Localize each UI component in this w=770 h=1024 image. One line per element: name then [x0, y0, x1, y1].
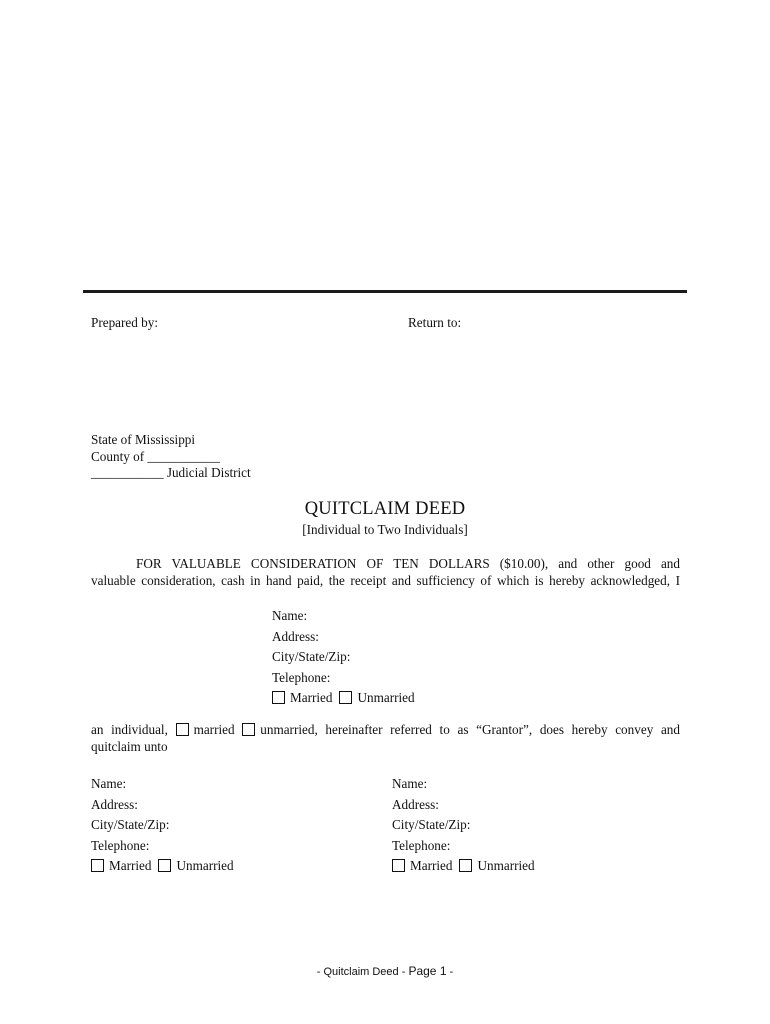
header-rule — [83, 290, 687, 293]
grantee-2-address-label[interactable]: Address: — [392, 796, 439, 812]
document-title: QUITCLAIM DEED — [304, 499, 466, 519]
return-to-label: Return to: — [408, 315, 462, 330]
grantor-unmarried-checkbox[interactable] — [339, 691, 352, 704]
grantee-block-2 — [392, 774, 535, 877]
footer-page-number: Page 1 — [408, 964, 447, 978]
document-subtitle: [Individual to Two Individuals] — [302, 522, 468, 537]
consideration-line-2: valuable consideration, cash in hand paid, the receipt and sufficiency of which is hereby acknowledged, I — [91, 572, 680, 588]
grantee-1-unmarried-label: Unmarried — [176, 858, 234, 873]
grantee-2-name-label[interactable]: Name: — [392, 776, 428, 791]
grantee-1-telephone-label[interactable]: Telephone: — [91, 837, 150, 853]
conveyance-line-1 — [91, 722, 680, 739]
footer-suffix: - — [446, 966, 454, 978]
grantee-1-married-checkbox[interactable] — [91, 859, 104, 872]
conveyance-married-label: married — [193, 722, 235, 737]
conveyance-unmarried-checkbox[interactable] — [242, 723, 255, 736]
grantee-1-married-label: Married — [109, 858, 152, 873]
grantor-marital-status — [272, 688, 415, 709]
conveyance-married-checkbox[interactable] — [176, 723, 189, 736]
district-line[interactable]: ___________ Judicial District — [91, 465, 251, 480]
grantee-1-city-label[interactable]: City/State/Zip: — [91, 817, 170, 832]
footer-doc-name: - Quitclaim Deed - — [316, 966, 409, 978]
consideration-paragraph — [91, 556, 680, 589]
grantor-address-label[interactable]: Address: — [272, 628, 319, 644]
prepared-by-label: Prepared by: — [91, 315, 159, 330]
page-footer — [0, 964, 770, 978]
grantor-telephone-label[interactable]: Telephone: — [272, 669, 331, 685]
grantee-1-name-label[interactable]: Name: — [91, 776, 127, 791]
county-line[interactable]: County of ___________ — [91, 448, 220, 464]
conveyance-line-2: quitclaim unto — [91, 738, 168, 754]
grantee-2-unmarried-checkbox[interactable] — [459, 859, 472, 872]
grantee-1-address-label[interactable]: Address: — [91, 796, 138, 812]
grantor-married-checkbox[interactable] — [272, 691, 285, 704]
grantee-2-telephone-label[interactable]: Telephone: — [392, 837, 451, 853]
conveyance-text-2: unmarried, hereinafter referred to as “Grantor”, does hereby convey and — [260, 722, 680, 737]
grantor-city-label[interactable]: City/State/Zip: — [272, 649, 351, 664]
grantee-2-unmarried-label: Unmarried — [477, 858, 535, 873]
grantee-1-unmarried-checkbox[interactable] — [158, 859, 171, 872]
consideration-line-1: FOR VALUABLE CONSIDERATION OF TEN DOLLARS ($10.00), and other good and — [136, 556, 680, 571]
grantee-1-marital-status — [91, 856, 234, 877]
grantor-unmarried-label: Unmarried — [357, 690, 415, 705]
grantee-2-married-checkbox[interactable] — [392, 859, 405, 872]
state-line: State of Mississippi — [91, 432, 196, 447]
grantee-2-city-label[interactable]: City/State/Zip: — [392, 817, 471, 832]
conveyance-text-1: an individual, — [91, 722, 168, 737]
jurisdiction-block — [91, 432, 251, 482]
grantor-block — [272, 606, 415, 709]
grantor-name-label[interactable]: Name: — [272, 608, 308, 623]
grantee-block-1 — [91, 774, 234, 877]
grantee-2-marital-status — [392, 856, 535, 877]
grantor-married-label: Married — [290, 690, 333, 705]
grantee-2-married-label: Married — [410, 858, 453, 873]
conveyance-paragraph — [91, 722, 680, 755]
